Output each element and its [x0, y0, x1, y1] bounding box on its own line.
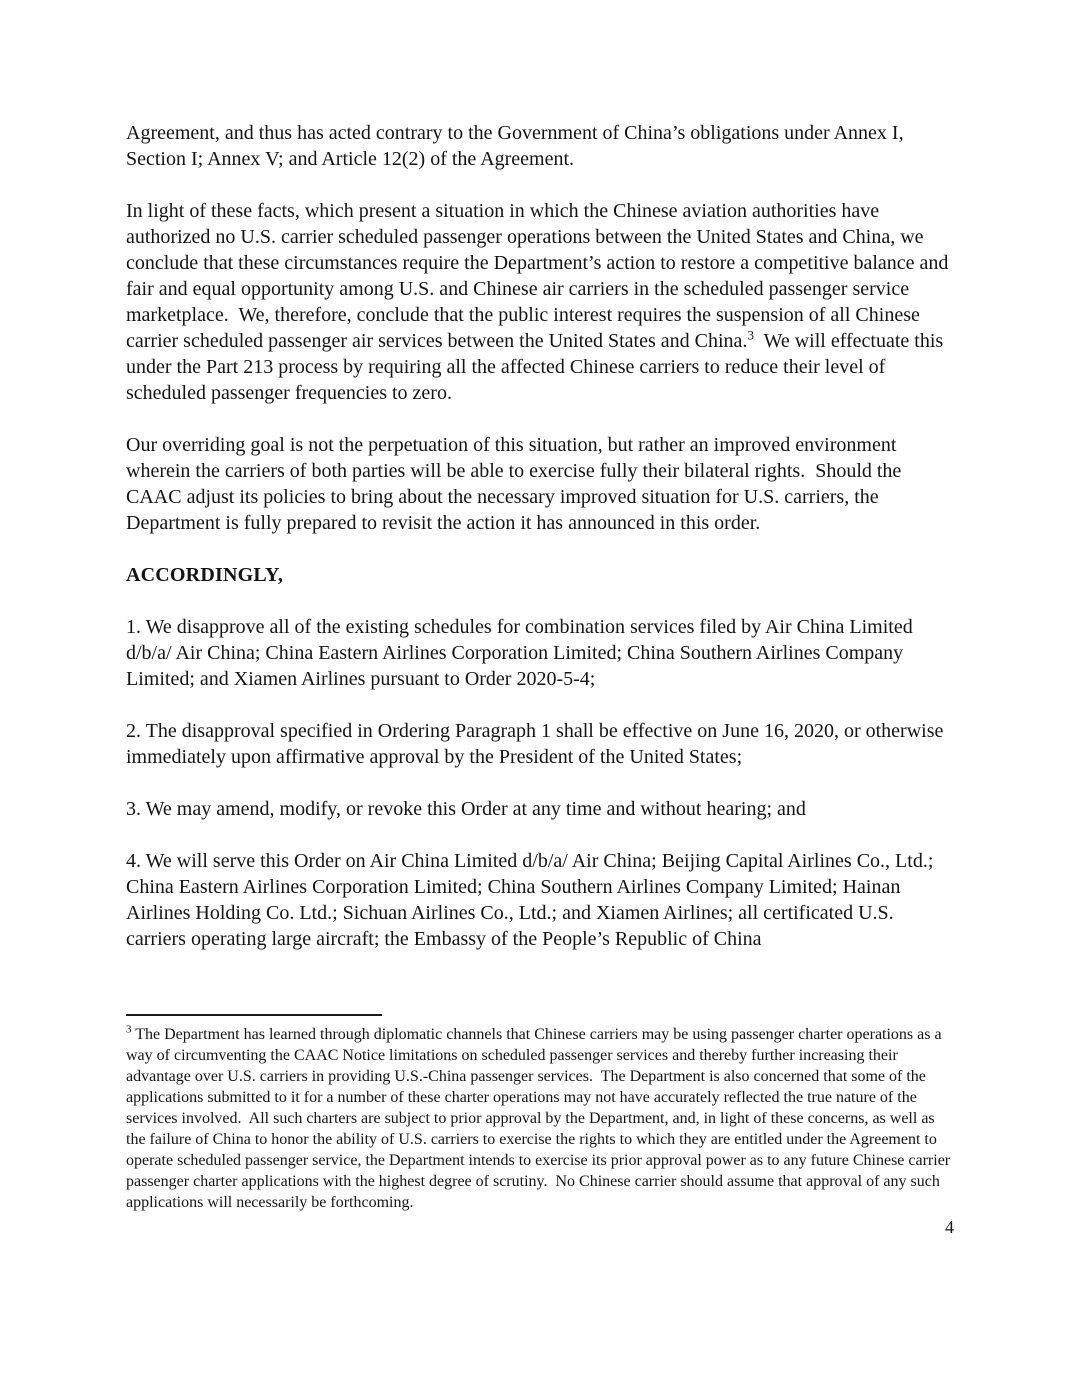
- footnote-area: [126, 1014, 956, 1238]
- paragraph-overriding-goal: Our overriding goal is not the perpetuation of this situation, but rather an improved environment wherein the carriers of both parties will be able to exercise fully their bilateral rights. Should the CAAC adjust its policies to bring about the necessary improved situation for U.S. carriers, the Department is fully prepared to revisit the action it has announced in this order.: [126, 434, 907, 534]
- paragraph-facts-text-before-footnote: In light of these facts, which present a situation in which the Chinese aviation authorities have authorized no U.S. carrier scheduled passenger operations between the United States and China, we conclude that these circumstances require the Department’s action to restore a competitive balance and fair and equal opportunity among U.S. and Chinese air carriers in the scheduled passenger service marketplace. We, therefore, conclude that the public interest requires the suspension of all Chinese carrier scheduled passenger air services between the United States and China.: [126, 200, 954, 352]
- footnote-3: [126, 1024, 956, 1213]
- heading-accordingly: ACCORDINGLY,: [126, 564, 284, 586]
- ordering-paragraph-1: 1. We disapprove all of the existing schedules for combination services filed by Air China Limited d/b/a/ Air China; China Eastern Airlines Corporation Limited; China Southern Airlines Company Limited; and Xiamen Airlines pursuant to Order 2020-5-4;: [126, 616, 918, 690]
- paragraph-facts-suspension: [126, 198, 956, 406]
- ordering-paragraph-4: 4. We will serve this Order on Air China Limited d/b/a/ Air China; Beijing Capital Airlines Co., Ltd.; China Eastern Airlines Corporation Limited; China Southern Airlines Company Limited; Hainan Airlines Holding Co. Ltd.; Sichuan Airlines Co., Ltd.; and Xiamen Airlines; all certificated U.S. carriers operating large aircraft; the Embassy of the People’s Republic of China: [126, 850, 939, 950]
- footnote-3-marker: 3: [126, 1023, 132, 1036]
- paragraph-facts-text-after-footnote: We will effectuate this under the Part 213 process by requiring all the affected Chinese carriers to reduce their level of scheduled passenger frequencies to zero.: [126, 330, 949, 404]
- document-body: [126, 120, 956, 978]
- page-number: 4: [945, 1217, 954, 1237]
- paragraph-agreement-contrary: Agreement, and thus has acted contrary to the Government of China’s obligations under Annex I, Section I; Annex V; and Article 12(2) of the Agreement.: [126, 122, 909, 170]
- ordering-paragraph-2: 2. The disapproval specified in Ordering Paragraph 1 shall be effective on June 16, 2020, or otherwise immediately upon affirmative approval by the President of the United States;: [126, 720, 949, 768]
- footnote-reference-3: 3: [747, 327, 754, 343]
- ordering-paragraph-3: 3. We may amend, modify, or revoke this Order at any time and without hearing; and: [126, 798, 806, 820]
- footnote-3-text: The Department has learned through diplomatic channels that Chinese carriers may be using passenger charter operations as a way of circumventing the CAAC Notice limitations on scheduled passenger services and thereby further increasing their advantage over U.S. carriers in providing U.S.-China passenger services. The Department is also concerned that some of the applications submitted to it for a number of these charter operations may not have accurately reflected the true nature of the services involved. All such charters are subject to prior approval by the Department, and, in light of these concerns, as well as the failure of China to honor the ability of U.S. carriers to exercise the rights to which they are entitled under the Agreement to operate scheduled passenger service, the Department intends to exercise its prior approval power as to any future Chinese carrier passenger charter applications with the highest degree of scrutiny. No Chinese carrier should assume that approval of any such applications will necessarily be forthcoming.: [126, 1026, 955, 1211]
- footnote-separator-rule: [126, 1014, 382, 1016]
